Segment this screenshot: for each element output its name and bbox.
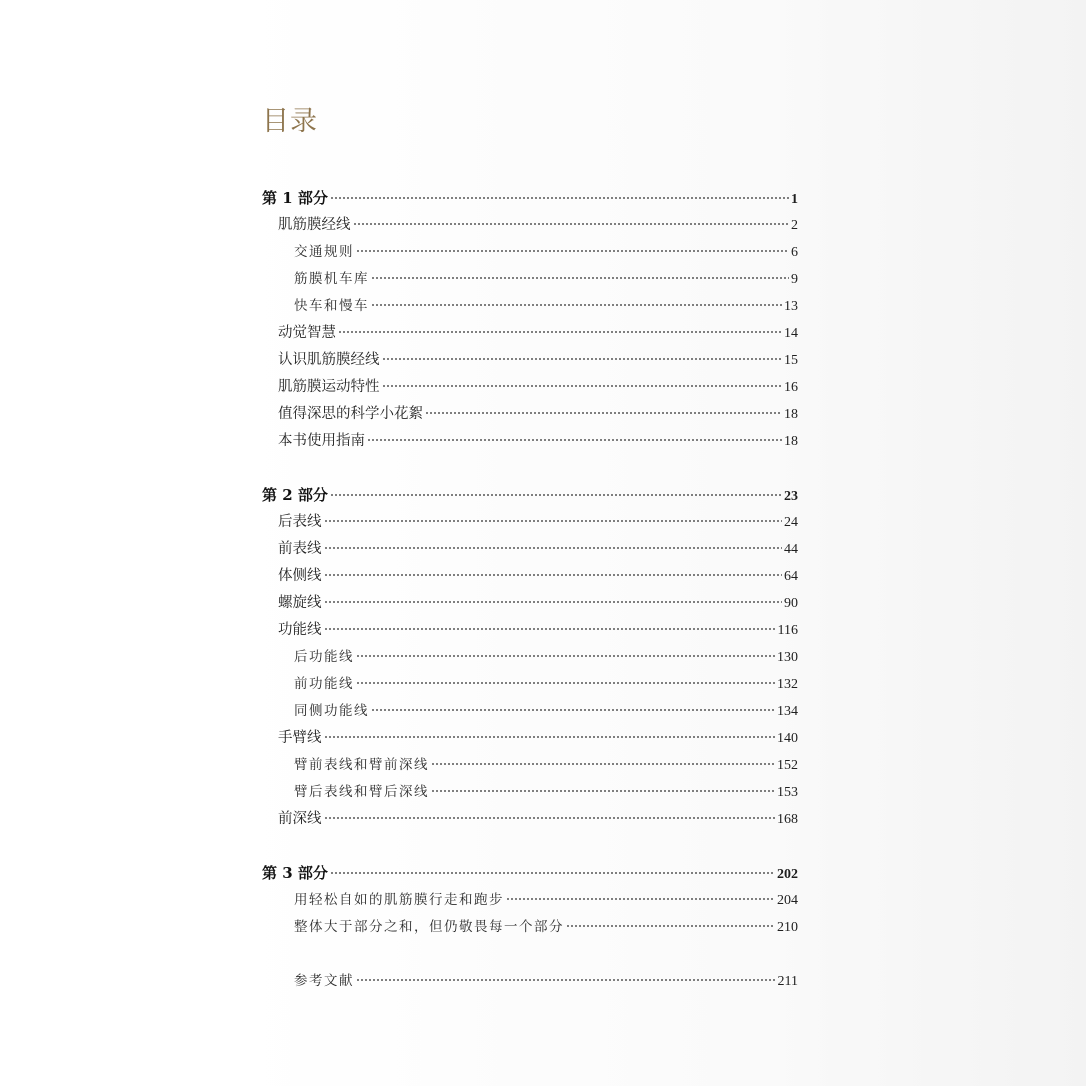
toc-page-number: 1	[791, 192, 798, 207]
toc-entry[interactable]	[262, 320, 798, 347]
toc-page-number: 6	[791, 245, 798, 260]
dot-leader	[371, 277, 789, 279]
toc-page-number: 16	[784, 380, 798, 395]
dot-leader	[367, 439, 782, 441]
dot-leader	[324, 736, 776, 738]
toc-page-number: 13	[784, 299, 798, 314]
toc-entry-label: 肌筋膜经线	[278, 217, 351, 233]
dot-leader	[356, 979, 776, 981]
toc-entry[interactable]	[262, 968, 798, 995]
dot-leader	[425, 412, 782, 414]
toc-entry[interactable]	[262, 428, 798, 455]
toc-entry-label: 值得深思的科学小花絮	[278, 406, 423, 422]
toc-entry-label: 后功能线	[294, 649, 354, 665]
toc-entry[interactable]	[262, 536, 798, 563]
dot-leader	[566, 925, 775, 927]
toc-page-number: 15	[784, 353, 798, 368]
toc-entry-label: 筋膜机车库	[294, 271, 369, 287]
toc-entry-label: 臂前表线和臂前深线	[294, 757, 429, 773]
toc-page-number: 23	[784, 489, 798, 504]
toc-entry-label: 快车和慢车	[294, 298, 369, 314]
dot-leader	[431, 790, 775, 792]
dot-leader	[324, 817, 776, 819]
toc-entry[interactable]	[262, 806, 798, 833]
toc-page-number: 14	[784, 326, 798, 341]
toc-entry[interactable]	[262, 752, 798, 779]
toc-entry[interactable]	[262, 347, 798, 374]
toc-page-number: 132	[777, 677, 798, 692]
dot-leader	[330, 197, 789, 199]
toc-entry-label: 肌筋膜运动特性	[278, 379, 380, 395]
toc-entry[interactable]	[262, 644, 798, 671]
dot-leader	[324, 547, 783, 549]
toc-entry-label: 用轻松自如的肌筋膜行走和跑步	[294, 892, 504, 908]
toc-entry[interactable]	[262, 293, 798, 320]
toc-entry-label: 第 2 部分	[262, 486, 328, 504]
table-of-contents	[262, 185, 798, 995]
dot-leader	[324, 628, 776, 630]
toc-entry[interactable]	[262, 617, 798, 644]
toc-entry[interactable]	[262, 212, 798, 239]
toc-entry[interactable]	[262, 266, 798, 293]
toc-title: 目录	[262, 106, 318, 137]
toc-entry-label: 功能线	[278, 622, 322, 638]
dot-leader	[506, 898, 775, 900]
toc-entry-label: 认识肌筋膜经线	[278, 352, 380, 368]
toc-page-number: 134	[777, 704, 798, 719]
toc-entry[interactable]	[262, 779, 798, 806]
toc-part-entry[interactable]	[262, 482, 798, 509]
toc-page-number: 153	[777, 785, 798, 800]
dot-leader	[356, 655, 775, 657]
toc-entry-label: 前深线	[278, 811, 322, 827]
toc-entry[interactable]	[262, 914, 798, 941]
dot-leader	[431, 763, 775, 765]
toc-entry[interactable]	[262, 401, 798, 428]
toc-entry[interactable]	[262, 698, 798, 725]
toc-entry[interactable]	[262, 509, 798, 536]
dot-leader	[356, 682, 775, 684]
toc-part-entry[interactable]	[262, 185, 798, 212]
toc-entry-label: 手臂线	[278, 730, 322, 746]
toc-page-number: 64	[784, 569, 798, 584]
dot-leader	[330, 872, 775, 874]
toc-entry-label: 第 3 部分	[262, 864, 328, 882]
toc-page-number: 130	[777, 650, 798, 665]
dot-leader	[324, 520, 783, 522]
dot-leader	[382, 385, 783, 387]
toc-entry[interactable]	[262, 671, 798, 698]
toc-page-number: 204	[777, 893, 798, 908]
dot-leader	[371, 709, 775, 711]
dot-leader	[353, 223, 790, 225]
dot-leader	[330, 494, 782, 496]
toc-page-number: 152	[777, 758, 798, 773]
toc-entry-label: 参考文献	[294, 973, 354, 989]
section-gap	[262, 455, 798, 482]
toc-page-number: 9	[791, 272, 798, 287]
toc-entry-label: 整体大于部分之和，但仍敬畏每一个部分	[294, 919, 564, 935]
toc-page-number: 140	[777, 731, 798, 746]
toc-entry-label: 螺旋线	[278, 595, 322, 611]
section-gap	[262, 941, 798, 968]
dot-leader	[338, 331, 782, 333]
dot-leader	[371, 304, 782, 306]
toc-page-number: 168	[777, 812, 798, 827]
toc-entry-label: 后表线	[278, 514, 322, 530]
dot-leader	[324, 601, 783, 603]
toc-page-number: 18	[784, 407, 798, 422]
section-gap	[262, 833, 798, 860]
toc-page-number: 90	[784, 596, 798, 611]
toc-page-number: 2	[791, 218, 798, 233]
toc-page-number: 116	[777, 623, 798, 638]
toc-page-number: 44	[784, 542, 798, 557]
toc-page-number: 210	[777, 920, 798, 935]
toc-entry-label: 臂后表线和臂后深线	[294, 784, 429, 800]
toc-entry-label: 交通规则	[294, 244, 354, 260]
toc-entry-label: 体侧线	[278, 568, 322, 584]
toc-entry[interactable]	[262, 725, 798, 752]
toc-entry[interactable]	[262, 590, 798, 617]
dot-leader	[356, 250, 789, 252]
toc-page-number: 211	[777, 974, 798, 989]
toc-entry[interactable]	[262, 374, 798, 401]
toc-entry-label: 同侧功能线	[294, 703, 369, 719]
dot-leader	[324, 574, 783, 576]
toc-part-entry[interactable]	[262, 860, 798, 887]
toc-entry[interactable]	[262, 563, 798, 590]
toc-page-number: 202	[777, 867, 798, 882]
toc-entry-label: 第 1 部分	[262, 189, 328, 207]
toc-entry[interactable]	[262, 239, 798, 266]
dot-leader	[382, 358, 783, 360]
toc-entry-label: 前表线	[278, 541, 322, 557]
toc-entry-label: 动觉智慧	[278, 325, 336, 341]
toc-entry[interactable]	[262, 887, 798, 914]
toc-entry-label: 本书使用指南	[278, 433, 365, 449]
toc-entry-label: 前功能线	[294, 676, 354, 692]
toc-page-number: 18	[784, 434, 798, 449]
toc-page-number: 24	[784, 515, 798, 530]
